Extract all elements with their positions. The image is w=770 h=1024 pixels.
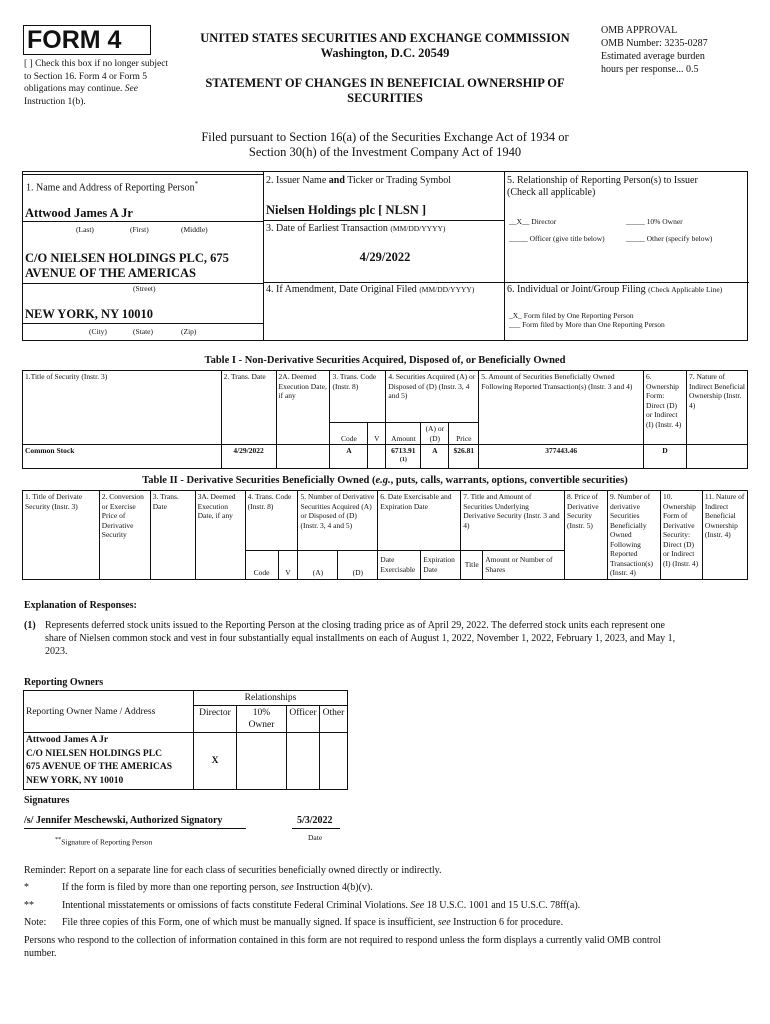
t1-row-nature [686, 445, 747, 469]
note-dstar-mark: ** [24, 900, 34, 911]
t1-sub-code: Code [330, 423, 368, 445]
check-note-text: [ ] Check this box if no longer subject to Section 16. Form 4 or Form 5 obligations may continue. [24, 59, 169, 94]
footnote-line-3: 2023. [45, 646, 68, 657]
last-label: (Last) [76, 225, 94, 234]
reporting-owners-table [23, 690, 348, 790]
t2-sub-amount: Amount or Number of Shares [483, 551, 565, 579]
city-state-zip: NEW YORK, NY 10010 [25, 307, 154, 321]
t2-col-exercisable: 6. Date Exercisable and Expiration Date [378, 491, 461, 551]
middle-label: (Middle) [181, 225, 208, 234]
check-note-end: Instruction 1(b). [24, 96, 86, 107]
footnote-link[interactable]: (1) [399, 456, 407, 463]
first-label: (First) [130, 225, 149, 234]
box3-label: 3. Date of Earliest Transaction (MM/DD/YYYY) [266, 223, 446, 234]
table-row [23, 445, 748, 469]
filed-by-more: ___ Form filed by More than One Reporting Person [509, 320, 665, 329]
t2-sub-expiration: Expiration Date [421, 551, 461, 579]
note-star-mark: * [24, 882, 29, 893]
t1-row-title: Common Stock [23, 445, 222, 469]
issuer-name: Nielsen Holdings plc [ NLSN ] [266, 203, 427, 217]
t1-row-owned: 377443.46 [479, 445, 644, 469]
table2-derivative [22, 490, 748, 580]
signature-label: **Signature of Reporting Person [55, 836, 153, 847]
t1-col-title: 1.Title of Security (Instr. 3) [23, 371, 222, 445]
box4-label: 4. If Amendment, Date Original Filed (MM/DD/YYYY) [266, 284, 475, 295]
ro-ten-pct-mark [237, 733, 287, 790]
t1-row-amount: 6713.91 $^{(1)}$ [386, 445, 421, 469]
omb-line-3: Estimated average burden [601, 51, 705, 62]
t1-row-aord: A [421, 445, 449, 469]
t1-row-form: D [644, 445, 687, 469]
filed-by-one: _X_ Form filed by One Reporting Person [509, 311, 634, 320]
box1-label: 1. Name and Address of Reporting Person* [26, 180, 199, 194]
director-checkbox: __X__ Director [509, 217, 557, 226]
t1-col-nature: 7. Nature of Indirect Beneficial Ownership (Instr. 4) [686, 371, 747, 445]
t2-col-deemed: 3A. Deemed Execution Date, if any [195, 491, 245, 580]
date-label: Date [308, 833, 323, 842]
check-note-see: See [124, 84, 138, 94]
street-address-2: AVENUE OF THE AMERICAS [25, 266, 196, 280]
t1-sub-v: V [368, 423, 386, 445]
table1-title: Table I - Non-Derivative Securities Acquired, Disposed of, or Beneficially Owned [204, 355, 566, 366]
box2-label: 2. Issuer Name and Ticker or Trading Symbol [266, 175, 452, 186]
t1-col-form: 6. Ownership Form: Direct (D) or Indirect (I) (Instr. 4) [644, 371, 687, 445]
agency-block [180, 31, 590, 61]
t1-sub-amount: Amount [386, 423, 421, 445]
omb-line-4: hours per response... 0.5 [601, 64, 699, 75]
city-label: (City) [89, 327, 107, 336]
t2-sub-title: Title [461, 551, 483, 579]
note-star-text: If the form is filed by more than one reporting person, see Instruction 4(b)(v). [62, 882, 373, 893]
t1-col-owned: 5. Amount of Securities Beneficially Owned Following Reported Transaction(s) (Instr. 3 and 4) [479, 371, 644, 445]
omb-approval [601, 24, 751, 76]
footnote-text [45, 619, 750, 658]
footnote-line-1: Represents deferred stock units issued to the Reporting Person at the closing trading price as of April 29, 2022. The deferred stock units each represent one [45, 620, 665, 631]
check-note [24, 58, 174, 108]
t1-row-code: A [330, 445, 368, 469]
reporting-owners-heading: Reporting Owners [24, 677, 104, 688]
statement-line-1: STATEMENT OF CHANGES IN BENEFICIAL OWNERSHIP OF [205, 76, 565, 90]
table1-non-derivative [22, 370, 748, 469]
t2-sub-code: Code [245, 551, 278, 579]
filed-line-2: Section 30(h) of the Investment Company Act of 1940 [248, 145, 522, 159]
ten-percent-owner-checkbox: _____ 10% Owner [626, 217, 683, 226]
ro-owner-address: Attwood James A Jr C/O NIELSEN HOLDINGS PLC 675 AVENUE OF THE AMERICAS NEW YORK, NY 10010 [24, 733, 194, 790]
persons-notice [24, 934, 750, 960]
persons-line-2: number. [24, 948, 57, 959]
other-checkbox: _____ Other (specify below) [626, 234, 713, 243]
ro-director-mark: X [194, 733, 237, 790]
t2-col-underlying: 7. Title and Amount of Securities Underlying Derivative Security (Instr. 3 and 4) [461, 491, 565, 551]
table-row [24, 733, 348, 790]
t2-sub-exercisable: Date Exercisable [378, 551, 421, 579]
t2-col-title: 1. Title of Derivate Security (Instr. 3) [23, 491, 100, 580]
t2-col-date: 3. Trans. Date [150, 491, 195, 580]
t1-row-v [368, 445, 386, 469]
filed-line-1: Filed pursuant to Section 16(a) of the Securities Exchange Act of 1934 or [201, 130, 569, 144]
note-label: Note: [24, 917, 47, 928]
table2-title: Table II - Derivative Securities Beneficially Owned (e.g., puts, calls, warrants, options, convertible securities) [142, 475, 628, 486]
street-label: (Street) [133, 284, 156, 293]
t1-col-code: 3. Trans. Code (Instr. 8) [330, 371, 386, 423]
t2-sub-v: V [278, 551, 298, 579]
box5-label: 5. Relationship of Reporting Person(s) to Issuer (Check all applicable) [507, 175, 698, 198]
t2-sub-a: (A) [298, 551, 338, 579]
t1-col-acquired: 4. Securities Acquired (A) or Disposed of (D) (Instr. 3, 4 and 5) [386, 371, 479, 423]
state-label: (State) [133, 327, 153, 336]
t1-sub-aord: (A) or (D) [421, 423, 449, 445]
t1-row-price: $26.81 [449, 445, 479, 469]
ro-officer-mark [287, 733, 320, 790]
ro-other-mark [320, 733, 348, 790]
t1-col-deemed: 2A. Deemed Execution Date, if any [276, 371, 330, 445]
t2-sub-d: (D) [338, 551, 378, 579]
filed-pursuant [120, 130, 650, 160]
ro-col-director: Director [194, 706, 237, 733]
omb-line-1: OMB APPROVAL [601, 25, 678, 36]
box6-label: 6. Individual or Joint/Group Filing (Check Applicable Line) [507, 284, 723, 295]
t2-col-price: 8. Price of Derivative Security (Instr. 5) [565, 491, 608, 580]
footnote-number: (1) [24, 620, 36, 631]
signatures-heading: Signatures [24, 795, 70, 806]
t1-col-date: 2. Trans. Date [221, 371, 276, 445]
t2-col-code: 4. Trans. Code (Instr. 8) [245, 491, 298, 551]
officer-checkbox: _____ Officer (give title below) [509, 234, 605, 243]
statement-title [180, 76, 590, 106]
t2-col-form: 10. Ownership Form of Derivative Security: Direct (D) or Indirect (I) (Instr. 4) [660, 491, 702, 580]
zip-label: (Zip) [181, 327, 197, 336]
ro-col-ten-pct: 10% Owner [237, 706, 287, 733]
t2-col-conversion: 2. Conversion or Exercise Price of Derivative Security [99, 491, 150, 580]
signature-date: 5/3/2022 [297, 815, 333, 826]
ro-col-name: Reporting Owner Name / Address [24, 691, 194, 733]
t2-col-number: 5. Number of Derivative Securities Acquired (A) or Disposed of (D) (Instr. 3, 4 and 5) [298, 491, 378, 551]
note-dstar-text: Intentional misstatements or omissions of facts constitute Federal Criminal Violations. See 18 U.S.C. 1001 and 15 U.S.C. 78ff(a). [62, 900, 581, 911]
footnote-line-2: share of Nielsen common stock and vest in four substantially equal installments on each of August 1, 2022, November 1, 2022, February 1, 2023, and May 1, [45, 633, 676, 644]
reporting-person-name: Attwood James A Jr [25, 206, 133, 220]
omb-line-2: OMB Number: 3235-0287 [601, 38, 708, 49]
t1-row-date: 4/29/2022 [221, 445, 276, 469]
agency-name: UNITED STATES SECURITIES AND EXCHANGE COMMISSION [200, 31, 570, 45]
ro-col-relationships: Relationships [194, 691, 348, 706]
signer-name: /s/ Jennifer Meschewski, Authorized Signatory [24, 815, 223, 826]
t2-col-owned: 9. Number of derivative Securities Beneficially Owned Following Reported Transaction(s) (Instr. 4) [607, 491, 660, 580]
statement-line-2: SECURITIES [347, 91, 423, 105]
street-address-1: C/O NIELSEN HOLDINGS PLC, 675 [25, 251, 229, 265]
agency-location: Washington, D.C. 20549 [320, 46, 450, 60]
reminder-text: Reminder: Report on a separate line for each class of securities beneficially owned directly or indirectly. [24, 865, 442, 876]
earliest-transaction-date: 4/29/2022 [359, 250, 411, 264]
t2-col-nature: 11. Nature of Indirect Beneficial Ownership (Instr. 4) [702, 491, 747, 580]
explanation-heading: Explanation of Responses: [24, 600, 137, 611]
persons-line-1: Persons who respond to the collection of information contained in this form are not required to respond unless the form displays a currently valid OMB control [24, 935, 661, 946]
note-text: File three copies of this Form, one of which must be manually signed. If space is insufficient, see Instruction 6 for procedure. [62, 917, 564, 928]
ro-col-officer: Officer [287, 706, 320, 733]
t1-row-deemed [276, 445, 330, 469]
t1-sub-price: Price [449, 423, 479, 445]
form-title: FORM 4 [23, 25, 151, 55]
ro-col-other: Other [320, 706, 348, 733]
reporting-info-box [22, 171, 748, 341]
